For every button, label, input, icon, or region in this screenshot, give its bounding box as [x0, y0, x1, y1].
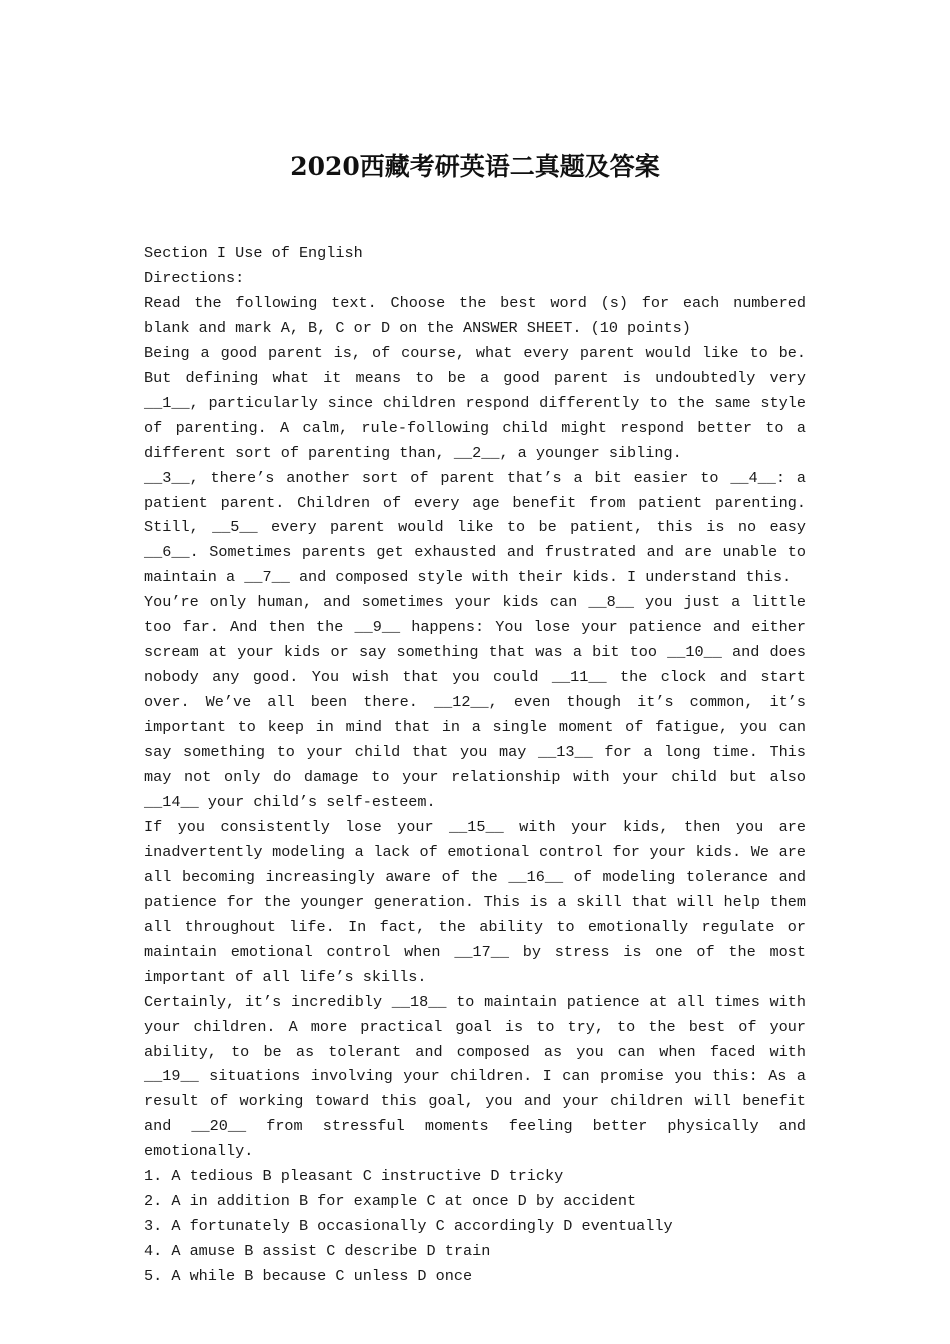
directions-label: Directions: [144, 268, 245, 287]
document-body [144, 241, 806, 1289]
passage-paragraph-4: If you consistently lose your __15__ with your kids, then you are inadvertently modeling a lack of emotional control for your kids. We are all becoming increasingly aware of the __16__ of modeling tolerance and patience for the younger generation. This is a skill that will help them all throughout life. In fact, the ability to emotionally regulate or maintain emotional control when __17__ by stress is one of the most important of all life’s skills. [144, 817, 806, 986]
document-title: 2020西藏考研英语二真题及答案 [290, 152, 660, 181]
question-option-1: 1. A tedious B pleasant C instructive D tricky [144, 1167, 564, 1186]
passage-paragraph-5: Certainly, it’s incredibly __18__ to maintain patience at all times with your children. A more practical goal is to try, to the best of your ability, to be as tolerant and composed as you can when faced with __19__ situations involving your children. I can promise you this: As a result of working toward this goal, you and your children will benefit and __20__ from stressful moments feeling better physically and emotionally. [144, 992, 806, 1161]
section-heading: Section I Use of English [144, 244, 363, 262]
question-option-2: 2. A in addition B for example C at once D by accident [144, 1192, 637, 1211]
question-option-3: 3. A fortunately B occasionally C accordingly D eventually [144, 1217, 673, 1236]
passage-paragraph-3: You’re only human, and sometimes your kids can __8__ you just a little too far. And then the __9__ happens: You lose your patience and either scream at your kids or say something that was a bit too __10__ and does nobody any good. You wish that you could __11__ the clock and start over. We’ve all been there. __12__, even though it’s common, it’s important to keep in mind that in a single moment of fatigue, you can say something to your child that you may __13__ for a long time. This may not only do damage to your relationship with your child but also __14__ your child’s self-esteem. [144, 593, 806, 811]
directions-text: Read the following text. Choose the best word (s) for each numbered blank and mark A, B, C or D on the ANSWER SHEET. (10 points) [144, 293, 806, 337]
question-option-4: 4. A amuse B assist C describe D train [144, 1242, 491, 1261]
passage-paragraph-2: __3__, there’s another sort of parent that’s a bit easier to __4__: a patient parent. Children of every age benefit from patient parenting. Still, __5__ every parent would like to be patient, this is no easy __6__. Sometimes parents get exhausted and frustrated and are unable to maintain a __7__ and composed style with their kids. I understand this. [144, 468, 806, 587]
passage-paragraph-1: Being a good parent is, of course, what every parent would like to be. But defining what it means to be a good parent is undoubtedly very __1__, particularly since children respond differently to the same style of parenting. A calm, rule-following child might respond better to a different sort of parenting than, __2__, a younger sibling. [144, 343, 806, 462]
question-option-5: 5. A while B because C unless D once [144, 1267, 473, 1286]
